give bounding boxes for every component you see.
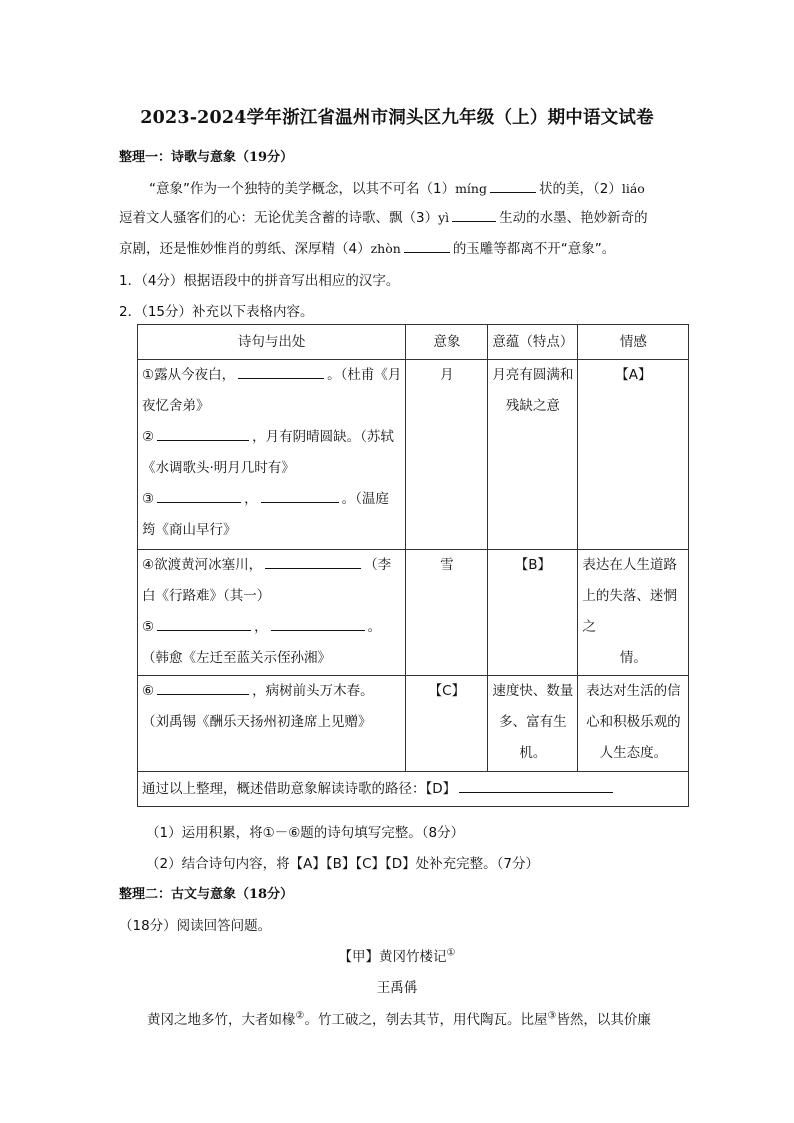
section-heading-2: 整理二：古文与意象（18分） <box>119 887 294 902</box>
verse-text: ①露从今夜白， <box>142 367 236 383</box>
answer-blank[interactable] <box>271 629 365 631</box>
meaning-text: 多、富有生机。 <box>499 714 567 761</box>
intro-text: “意象”作为一个独特的美学概念，以其不可名（1） <box>149 181 456 197</box>
emotion-text: 表达对生活的信 <box>586 683 681 699</box>
emotion-text: 表达在人生道路 <box>582 557 677 573</box>
passage-title <box>0 945 794 965</box>
table-row <box>138 676 689 772</box>
footnote-marker: ③ <box>547 1010 557 1022</box>
summary-cell <box>138 772 689 807</box>
verse-text: （刘禹锡《酬乐天扬州初逢席上见赠》 <box>142 714 372 730</box>
passage-title-text: 【甲】黄冈竹楼记 <box>338 949 447 965</box>
verse-text: ⑥ <box>142 683 155 699</box>
pinyin-1: míng <box>455 181 487 196</box>
intro-line-1 <box>149 177 645 197</box>
meaning-cell <box>488 676 578 772</box>
footnote-marker: ② <box>295 1010 305 1022</box>
verse-text: ， <box>254 619 268 635</box>
meaning-text: 月亮有圆满和 <box>492 367 574 383</box>
poetry-table <box>137 324 689 807</box>
table-row <box>138 360 689 550</box>
verse-cell <box>138 550 406 676</box>
pinyin-2: liáo <box>621 181 645 196</box>
answer-blank[interactable] <box>459 791 613 793</box>
verse-text: ④欲渡黄河冰塞川， <box>142 557 263 573</box>
verse-text: ，病树前头万木春。 <box>252 683 374 699</box>
verse-text: （李 <box>364 557 392 573</box>
question-3: （18分）阅读回答问题。 <box>119 918 272 934</box>
emotion-cell[interactable]: 【A】 <box>578 360 689 550</box>
answer-blank[interactable] <box>238 377 324 379</box>
header-cell: 情感 <box>578 325 689 360</box>
intro-text: 逗着文人骚客们的心：无论优美含蓄的诗歌、飘（3） <box>119 210 439 226</box>
pinyin-4: zhòn <box>370 241 401 256</box>
emotion-text: 人生态度。 <box>599 745 668 761</box>
question-2: 2．（15分）补充以下表格内容。 <box>119 304 314 320</box>
passage-author: 王禹偁 <box>376 980 418 996</box>
emotion-text: 心和积极乐观的 <box>586 714 681 730</box>
sub-question-1: （1）运用积累，将①－⑥题的诗句填写完整。（8分） <box>146 825 465 841</box>
footnote-marker: ① <box>446 947 456 959</box>
intro-text: 状的美，（2） <box>538 181 622 197</box>
header-cell: 诗句与出处 <box>138 325 406 360</box>
emotion-cell <box>578 550 689 676</box>
answer-blank[interactable] <box>157 439 249 441</box>
blank-3[interactable] <box>452 220 496 222</box>
verse-text: （韩愈《左迁至蓝关示侄孙湘》 <box>142 650 331 666</box>
blank-1[interactable] <box>490 191 536 193</box>
emotion-text: 上的失落、迷惘之 <box>582 588 677 635</box>
meaning-cell <box>488 360 578 550</box>
answer-blank[interactable] <box>157 501 241 503</box>
image-cell: 月 <box>406 360 488 550</box>
header-cell: 意蕴（特点） <box>488 325 578 360</box>
verse-text: 筠《商山早行》 <box>142 522 237 538</box>
table-row <box>138 550 689 676</box>
answer-blank[interactable] <box>261 501 339 503</box>
verse-text: ③ <box>142 491 155 507</box>
pinyin-3: yì <box>438 210 450 225</box>
verse-text: 。 <box>367 619 382 635</box>
verse-text: 《水调歌头·明月几时有》 <box>142 460 295 476</box>
intro-line-2 <box>119 206 648 226</box>
verse-text: ，月有阴晴圆缺。（苏轼 <box>252 429 394 445</box>
sub-question-2: （2）结合诗句内容，将【A】【B】【C】【D】处补充完整。（7分） <box>146 856 539 872</box>
verse-cell <box>138 360 406 550</box>
passage-text: 。竹工破之，刳去其节，用代陶瓦。比屋 <box>304 1012 548 1028</box>
section-heading-1: 整理一：诗歌与意象（19分） <box>119 150 294 165</box>
intro-text: 京剧，还是惟妙惟肖的剪纸、深厚精（4） <box>119 241 371 257</box>
table-header-row <box>138 325 689 360</box>
intro-text: 生动的水墨、艳妙新奇的 <box>499 210 648 226</box>
passage-text: 黄冈之地多竹，大者如椽 <box>147 1012 296 1028</box>
verse-text: 白《行路难》（其一） <box>142 588 271 604</box>
table-summary-row <box>138 772 689 807</box>
verse-text: 。（杜甫《月 <box>327 367 402 383</box>
question-1: 1．（4分）根据语段中的拼音写出相应的汉字。 <box>119 273 400 289</box>
meaning-text: 速度快、数量 <box>492 683 574 699</box>
answer-blank[interactable] <box>157 693 249 695</box>
meaning-cell[interactable]: 【B】 <box>488 550 578 676</box>
emotion-cell <box>578 676 689 772</box>
image-cell: 雪 <box>406 550 488 676</box>
verse-text: ② <box>142 429 155 445</box>
emotion-text: 情。 <box>619 650 647 666</box>
answer-blank[interactable] <box>265 567 361 569</box>
meaning-text: 残缺之意 <box>505 398 560 414</box>
passage-text: 皆然，以其价廉 <box>556 1012 651 1028</box>
header-cell: 意象 <box>406 325 488 360</box>
verse-text: 。（温庭 <box>341 491 389 507</box>
blank-4[interactable] <box>404 251 450 253</box>
page-title: 2023-2024学年浙江省温州市洞头区九年级（上）期中语文试卷 <box>140 108 654 128</box>
image-cell[interactable]: 【C】 <box>406 676 488 772</box>
verse-cell <box>138 676 406 772</box>
verse-text: ， <box>244 491 258 507</box>
passage-line-1 <box>147 1008 651 1028</box>
intro-line-3 <box>119 237 615 257</box>
answer-blank[interactable] <box>157 629 251 631</box>
summary-text: 通过以上整理，概述借助意象解读诗歌的路径：【D】 <box>142 781 457 797</box>
intro-text: 的玉雕等都离不开“意象”。 <box>452 241 616 257</box>
verse-text: 夜忆舍弟》 <box>142 398 210 414</box>
verse-text: ⑤ <box>142 619 155 635</box>
